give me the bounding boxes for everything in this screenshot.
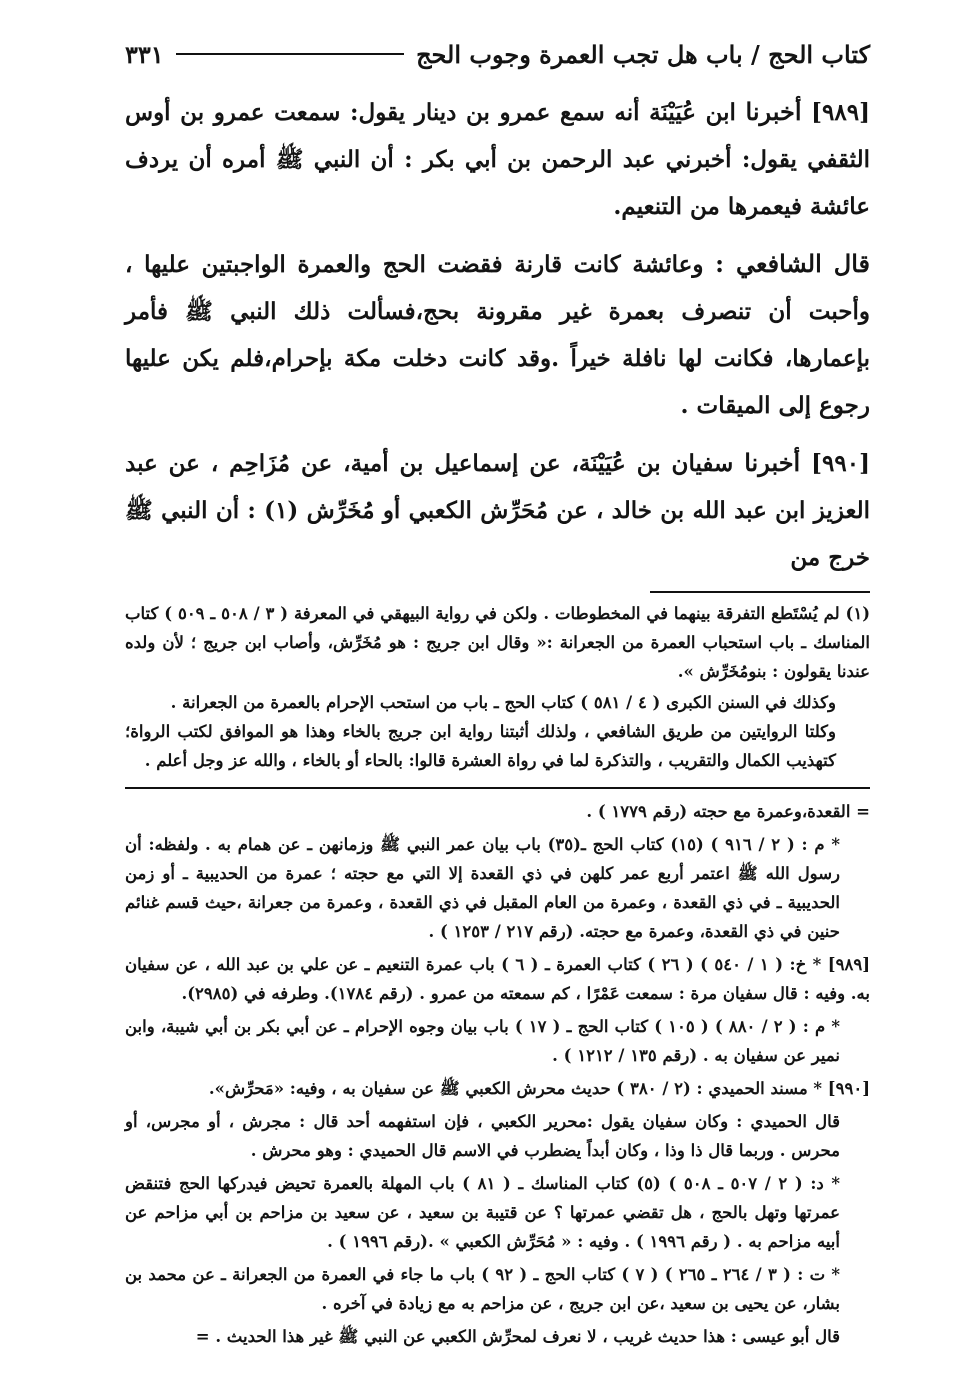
entry-text: * ت : ( ٣ / ٢٦٤ ـ ٢٦٥ ) ( ٧ ) كتاب الحج ـ ( ٩٢ ) باب ما جاء في العمرة من الجعرانة ـ عن محمد بن بشار، عن يحيى بن سعيد ،عن ابن جريج ، عن مزاحم به مع زيادة في آخره . bbox=[125, 1265, 841, 1313]
hadith-989 bbox=[125, 88, 870, 230]
entry-marker: = bbox=[856, 802, 870, 821]
main-text bbox=[125, 88, 870, 581]
comment-lead: قال الشافعي : bbox=[715, 249, 870, 278]
footnote-1-cont: وكلتا الروايتين من طريق الشافعي ، ولذلك أثبتنا رواية ابن جريج بالخاء وهذا هو الموافق لكتب الرواة؛ كتهذيب الكمال والتقريب ، والتذكرة لما في رواة العشرة قالوا: بالحاء أو بالخاء ، والله عز وجل أعلم . bbox=[125, 722, 836, 770]
hadith-number: [٩٨٩] bbox=[811, 99, 870, 126]
page-number: ٣٣١ bbox=[125, 40, 164, 69]
header-rule bbox=[176, 53, 404, 55]
footnotes bbox=[125, 599, 870, 775]
running-title: كتاب الحج / باب هل تجب العمرة وجوب الحج bbox=[416, 40, 870, 69]
entry-marker: [٩٨٩] bbox=[827, 955, 870, 974]
entry-text: * د: ( ٢ / ٥٠٧ ـ ٥٠٨ ) (٥) كتاب المناسك ـ ( ٨١ ) باب المهلة بالعمرة تحيض فيدركها الحج فتنقض عمرتها وتهل بالحج ، هل تقضي عمرتها ؟ عن قتيبة بن سعيد ، عن سعيد بن مزاحم بن أبي مزاحم عن أبيه مزاحم به . ( رقم ١٩٩٦ ) . وفيه : « مُحَرِّش الكعبي » .(رقم ١٩٩٦ ) . bbox=[125, 1174, 841, 1251]
hadith-lead: أخبرنا bbox=[745, 97, 802, 126]
takhrij-entry bbox=[125, 1260, 870, 1318]
hadith-number: [٩٩٠] bbox=[811, 450, 870, 477]
hadith-990 bbox=[125, 439, 870, 581]
takhrij-entry bbox=[125, 1107, 870, 1165]
takhrij-apparatus bbox=[125, 797, 870, 1351]
page-header bbox=[125, 40, 870, 84]
takhrij-entry bbox=[125, 830, 870, 946]
takhrij-entry bbox=[125, 797, 870, 826]
shafii-comment bbox=[125, 240, 870, 429]
entry-text: قال أبو عيسى : هذا حديث غريب ، لا نعرف لمحرِّش الكعبي عن النبي ﷺ غير هذا الحديث . = bbox=[195, 1327, 840, 1346]
entry-text: * خ: ( ١ / ٥٤٠ ) ( ٢٦ ) كتاب العمرة ـ ( ٦ ) باب عمرة التنعيم ـ عن علي بن عبد الله ، عن سفيان به. وفيه : قال سفيان مرة : سمعت عَمْرًا ، كم سمعته من عمرو . (رقم ١٧٨٤). وطرفه في (٢٩٨٥). bbox=[125, 955, 870, 1003]
entry-text: * م : ( ٢ / ٩١٦ ) (١٥) كتاب الحج ـ(٣٥) باب بيان عمر النبي ﷺ وزمانهن ـ عن همام به . ولفظه: أن رسول الله ﷺ اعتمر أربع عمر كلهن في ذي القعدة إلا التي مع حجته ؛ عمرة من الحديبية ـ أو زمن الحديبية ـ في ذي القعدة ، وعمرة من العام المقبل في ذي القعدة ، وعمرة من جعرانة ،حيث قسم غنائم حنين في ذي القعدة، وعمرة مع حجته. (رقم ٢١٧ / ١٢٥٣ ) . bbox=[125, 835, 840, 941]
entry-marker: [٩٩٠] bbox=[827, 1079, 870, 1098]
takhrij-entry bbox=[125, 1074, 870, 1103]
footnote-1-cont: وكذلك في السنن الكبرى ( ٤ / ٥٨١ ) كتاب الحج ـ باب من استحب الإحرام بالعمرة من الجعرانة . bbox=[170, 693, 836, 712]
entry-text: * م : ( ٢ / ٨٨٠ ) ( ١٠٥ ) كتاب الحج ـ ( ١٧ ) باب بيان وجوه الإحرام ـ عن أبي بكر بن أبي شيبة، وابن نمير عن سفيان به . (رقم ١٣٥ / ١٢١٢ ) . bbox=[125, 1017, 840, 1065]
entry-text: قال الحميدي : وكان سفيان يقول :محرير الكعبي ، فإن استفهمه أحد قال : مجرش ، أو مجرس، أو محرس . وربما قال ذا وذا ، وكان أبداً يضطرب في الاسم قال الحميدي : وهو محرش . bbox=[125, 1112, 840, 1160]
comment-text: وعائشة كانت قارنة فقضت الحج والعمرة الواجبتين عليها ، وأحبت أن تنصرف بعمرة غير مقرونة بحج،فسألت ذلك النبي ﷺ فأمر بإعمارها، فكانت لها نافلة خيراً .وقد كانت دخلت مكة بإحرام،فلم يكن عليها رجوع إلى الميقات . bbox=[125, 251, 870, 419]
hadith-text: سفيان بن عُيَيْنَة، عن إسماعيل بن أمية، عن مُزَاحِم ، عن عبد العزيز ابن عبد الله بن خالد ، عن مُحَرِّش الكعبي أو مُخَرِّش (١) : أن النبي ﷺ خرج من bbox=[125, 450, 870, 571]
footnote-1: (١) لم يُسْتَطع التفرقة بينهما في المخطوطات . ولكن في رواية البيهقي في المعرفة ( ٣ / ٥٠٨ ـ ٥٠٩ ) كتاب المناسك ـ باب استحباب العمرة من الجعرانة :« وقال ابن جريج : هو مُخَرِّش، وأصاب ابن جريج ؛ لأن ولده عندنا يقولون : بنومُخَرِّش ». bbox=[125, 604, 870, 681]
hadith-text: ابن عُيَيْنَة أنه سمع عمرو بن دينار يقول: سمعت عمرو بن أوس الثقفي يقول: أخبرني عبد الرحمن بن أبي بكر : أن النبي ﷺ أمره أن يردف عائشة فيعمرها من التنعيم. bbox=[125, 99, 870, 220]
footnote-separator bbox=[650, 591, 870, 593]
takhrij-entry bbox=[125, 1322, 870, 1351]
entry-text: * مسند الحميدي : (٢ / ٣٨٠ ) حديث محرش الكعبي ﷺ عن سفيان به ، وفيه: «مَحرِّش». bbox=[208, 1079, 823, 1098]
apparatus-separator bbox=[125, 787, 870, 789]
hadith-lead: أخبرنا bbox=[744, 448, 801, 477]
takhrij-entry bbox=[125, 1012, 870, 1070]
takhrij-entry bbox=[125, 1169, 870, 1256]
takhrij-entry bbox=[125, 950, 870, 1008]
entry-text: القعدة،وعمرة مع حجته (رقم ١٧٧٩ ) . bbox=[586, 802, 851, 821]
